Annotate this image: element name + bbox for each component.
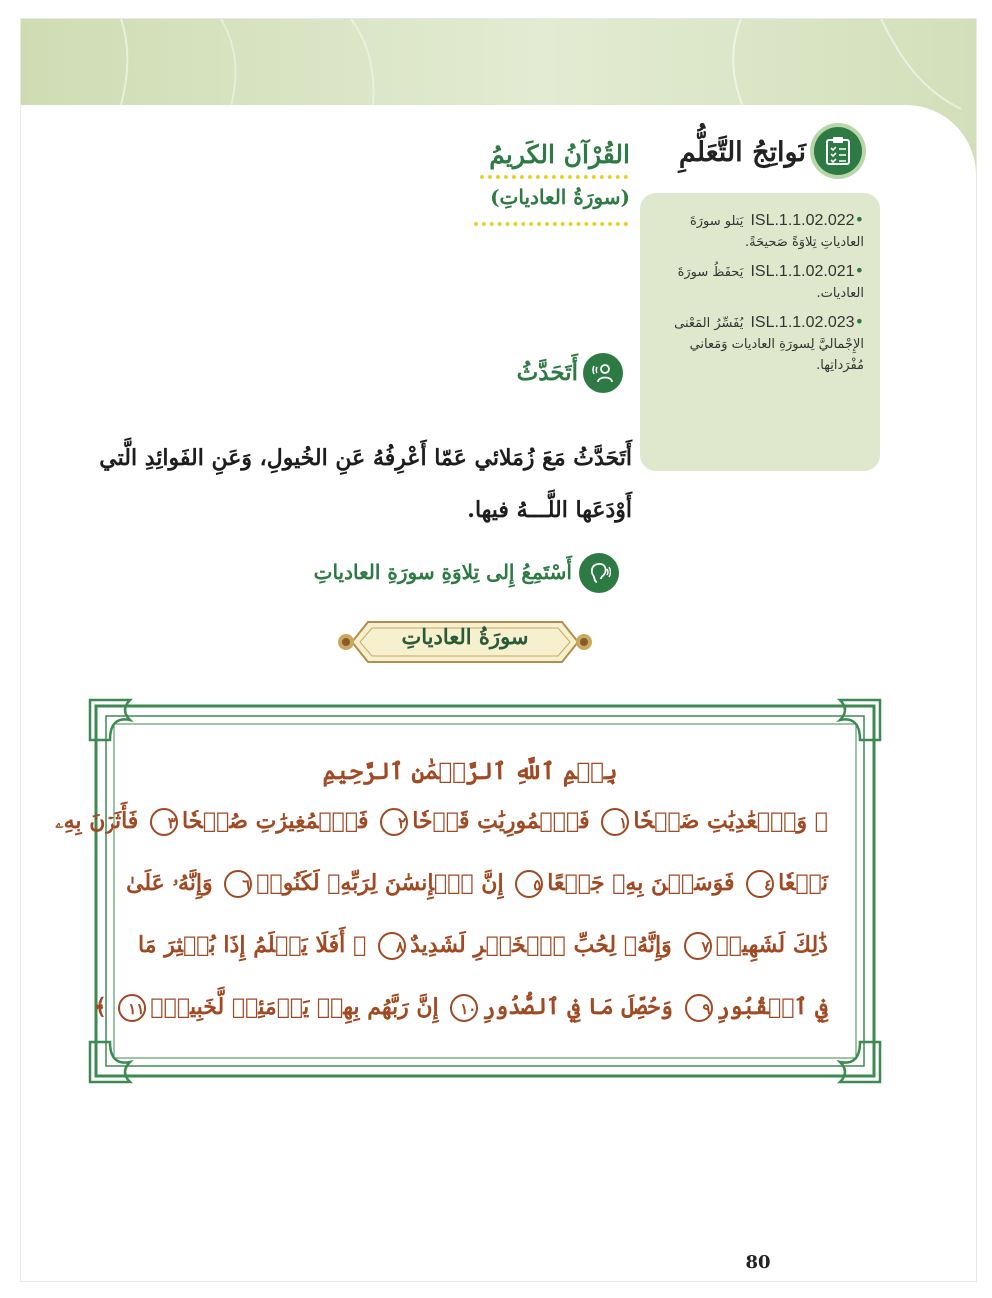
learning-outcomes-title: نَواتِجُ التَّعَلُّمِ — [678, 137, 806, 168]
verse-text: ۞ أَفَلَا يَعۡلَمُ إِذَا بُعۡثِرَ مَا — [138, 932, 367, 958]
verse-number: ١٠ — [450, 994, 478, 1022]
verse-number: ٤ — [746, 870, 774, 898]
section-subtitle: (سورَةُ العادياتِ) — [490, 185, 630, 209]
speak-text: أَتَحَدَّثُ مَعَ زُمَلائي عَمّا أَعْرِفُهُ عَنِ الخُيولِ، وَعَنِ الفَوائِدِ الَّتي أَوْدَعَها اللَّـــهُ فيها. — [99, 445, 632, 523]
verse-number: ٨ — [378, 932, 406, 960]
verse-number: ٧ — [684, 932, 712, 960]
verse-number: ٦ — [224, 870, 252, 898]
dotted-underline — [474, 222, 628, 226]
verse-text: فِي ٱلۡقُبُورِ — [716, 994, 828, 1020]
verse-text: وَحُصِّلَ مَا فِي ٱلصُّدُورِ — [482, 994, 673, 1020]
speaking-person-icon — [583, 353, 623, 393]
learning-outcome-item: •ISL.1.1.02.021 يَحفَظُ سورَةَ العاديات. — [677, 261, 864, 301]
section-title: القُرْآنُ الكَريمُ — [489, 140, 630, 169]
dotted-underline — [480, 175, 628, 179]
verse-text: ﴿ وَٱلۡعَٰدِيَٰتِ ضَبۡحٗا — [633, 808, 828, 834]
learning-outcome-item: •ISL.1.1.02.023 يُفَسِّرُ المَعْنى الإِجْماليَّ لِسورَةِ العاديات وَمَعاني مُفْرَداتِها. — [674, 312, 864, 373]
ear-sound-icon — [579, 553, 619, 593]
verse-number: ١١ — [118, 994, 146, 1022]
speak-title: أَتَحَدَّثُ — [516, 359, 578, 386]
verse-text: نَقۡعٗا — [778, 870, 828, 896]
verse-text: ذَٰلِكَ لَشَهِيدٞ — [715, 932, 828, 958]
learning-outcome-item: •ISL.1.1.02.022 يَتلو سورَةَ العادياتِ تِلاوَةً صَحيحَةً. — [689, 210, 864, 250]
verse-line-2 — [126, 870, 828, 898]
surah-name: سورَةُ العادياتِ — [401, 624, 529, 649]
verse-text: إِنَّ ٱلۡإِنسَٰنَ لِرَبِّهِۦ لَكَنُودٞ — [256, 870, 504, 896]
outcome-code: ISL.1.1.02.023 — [750, 314, 855, 331]
verse-text: إِنَّ رَبَّهُم بِهِمۡ يَوۡمَئِذٖ لَّخَبِيرُۢ — [150, 994, 439, 1020]
verse-number: ٩ — [685, 994, 713, 1022]
verse-text: فَٱلۡمُغِيرَٰتِ صُبۡحٗا — [181, 808, 369, 834]
verse-text: وَإِنَّهُۥ لِحُبِّ ٱلۡخَيۡرِ لَشَدِيدٌ — [410, 932, 672, 958]
verse-number: ٢ — [380, 808, 408, 836]
verse-text: وَإِنَّهُۥ عَلَىٰ — [126, 870, 213, 896]
learning-outcomes-box — [640, 193, 880, 471]
outcome-text: يَحفَظُ سورَةَ العاديات. — [677, 265, 864, 301]
verse-text: فَٱلۡمُورِيَٰتِ قَدۡحٗا — [412, 808, 590, 834]
basmala: بِسۡمِ ٱللَّهِ ٱلرَّحۡمَٰنِ ٱلرَّحِيمِ — [322, 758, 618, 785]
verse-line-3 — [138, 932, 828, 960]
outcome-text: يَتلو سورَةَ العادياتِ تِلاوَةً صَحيحَةً. — [689, 214, 864, 250]
verse-line-1 — [55, 808, 828, 836]
verse-line-4 — [93, 994, 828, 1022]
outcome-code: ISL.1.1.02.022 — [750, 212, 855, 229]
verse-text: ﴾ — [93, 994, 107, 1020]
verse-number: ٥ — [515, 870, 543, 898]
outcome-text: يُفَسِّرُ المَعْنى الإِجْماليَّ لِسورَةِ العاديات وَمَعاني مُفْرَداتِها. — [674, 316, 864, 373]
clipboard-checklist-icon — [814, 127, 862, 175]
outcome-code: ISL.1.1.02.021 — [750, 263, 855, 280]
listen-title: أَسْتَمِعُ إِلى تِلاوَةِ سورَةِ العادياتِ — [313, 560, 572, 584]
verse-number: ١ — [601, 808, 629, 836]
verse-text: فَأَثَرۡنَ بِهِۦ — [55, 808, 139, 834]
verse-text: فَوَسَطۡنَ بِهِۦ جَمۡعًا — [547, 870, 735, 896]
page-number: 80 — [745, 1252, 771, 1273]
verse-number: ٣ — [150, 808, 178, 836]
